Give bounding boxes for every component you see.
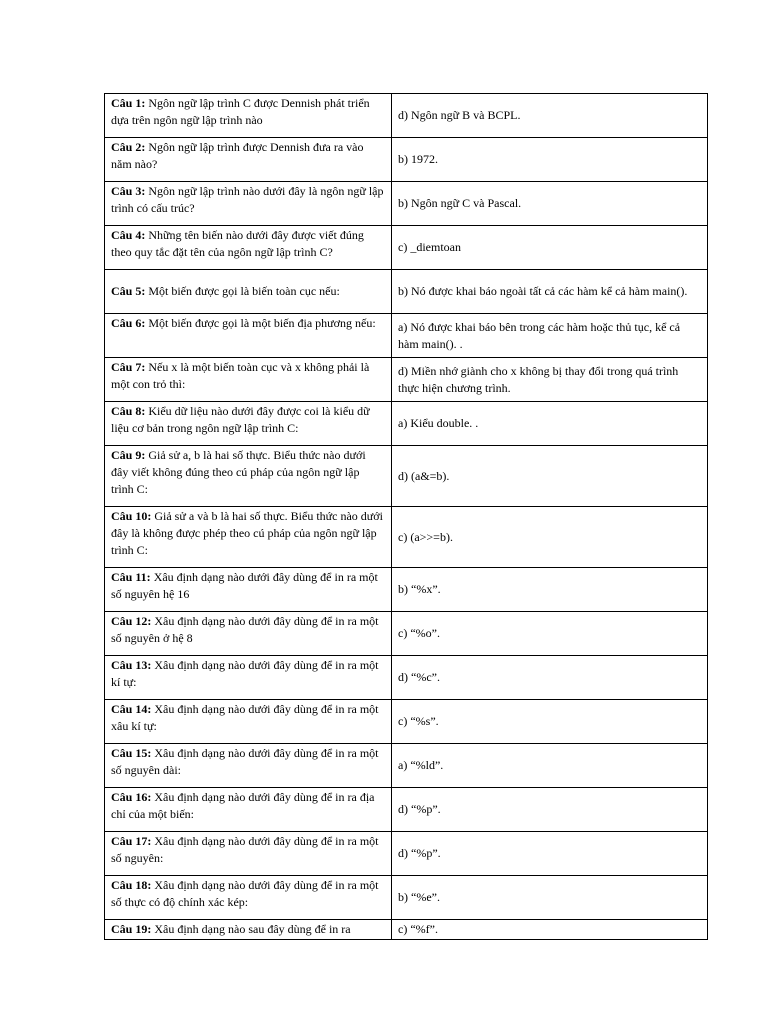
- question-cell: [105, 358, 392, 402]
- question-number: Câu 17:: [111, 834, 152, 848]
- table-row: [105, 700, 708, 744]
- question-cell: [105, 744, 392, 788]
- question-cell: [105, 788, 392, 832]
- question-number: Câu 1:: [111, 96, 146, 110]
- answer-cell: a) Kiểu double. .: [392, 402, 708, 446]
- answer-cell: c) (a>>=b).: [392, 507, 708, 568]
- question-cell: [105, 402, 392, 446]
- question-text: Nếu x là một biến toàn cục và x không phải là một con trỏ thì:: [111, 360, 370, 391]
- answer-cell: d) “%c”.: [392, 656, 708, 700]
- question-cell: [105, 226, 392, 270]
- question-number: Câu 12:: [111, 614, 152, 628]
- question-text: Xâu định dạng nào sau đây dùng để in ra: [151, 922, 351, 936]
- question-cell: [105, 270, 392, 314]
- question-text: Xâu định dạng nào dưới đây dùng để in ra một kí tự:: [111, 658, 379, 689]
- table-row: [105, 788, 708, 832]
- question-cell: [105, 314, 392, 358]
- question-text: Ngôn ngữ lập trình nào dưới đây là ngôn ngữ lập trình có cấu trúc?: [111, 184, 384, 215]
- answer-cell: d) (a&=b).: [392, 446, 708, 507]
- question-text: Một biến được gọi là một biến địa phương nếu:: [145, 316, 376, 330]
- answer-cell: b) 1972.: [392, 138, 708, 182]
- question-number: Câu 8:: [111, 404, 146, 418]
- question-number: Câu 6:: [111, 316, 146, 330]
- table-row: [105, 358, 708, 402]
- question-cell: [105, 138, 392, 182]
- question-number: Câu 18:: [111, 878, 152, 892]
- question-text: Xâu định dạng nào dưới đây dùng để in ra một số nguyên dài:: [111, 746, 379, 777]
- answer-cell: c) “%o”.: [392, 612, 708, 656]
- question-text: Xâu định dạng nào dưới đây dùng để in ra một số thực có độ chính xác kép:: [111, 878, 379, 909]
- question-text: Xâu định dạng nào dưới đây dùng để in ra địa chỉ của một biến:: [111, 790, 375, 821]
- question-number: Câu 19:: [111, 922, 152, 936]
- question-text: Xâu định dạng nào dưới đây dùng để in ra một số nguyên hệ 16: [111, 570, 378, 601]
- answer-cell: a) Nó được khai báo bên trong các hàm hoặc thủ tục, kể cả hàm main(). .: [392, 314, 708, 358]
- question-number: Câu 9:: [111, 448, 146, 462]
- question-text: Ngôn ngữ lập trình được Dennish đưa ra vào năm nào?: [111, 140, 364, 171]
- table-row: [105, 138, 708, 182]
- table-row: [105, 744, 708, 788]
- question-number: Câu 3:: [111, 184, 146, 198]
- question-cell: [105, 94, 392, 138]
- question-number: Câu 7:: [111, 360, 146, 374]
- question-cell: [105, 876, 392, 920]
- answer-cell: d) “%p”.: [392, 788, 708, 832]
- table-row: [105, 920, 708, 940]
- table-row: [105, 94, 708, 138]
- answer-cell: d) Miền nhớ giành cho x không bị thay đổi trong quá trình thực hiện chương trình.: [392, 358, 708, 402]
- question-cell: [105, 507, 392, 568]
- question-cell: [105, 832, 392, 876]
- question-number: Câu 10:: [111, 509, 152, 523]
- answer-cell: b) Nó được khai báo ngoài tất cả các hàm kể cả hàm main().: [392, 270, 708, 314]
- question-cell: [105, 612, 392, 656]
- question-number: Câu 4:: [111, 228, 146, 242]
- question-text: Xâu định dạng nào dưới đây dùng để in ra một xâu kí tự:: [111, 702, 379, 733]
- table-row: [105, 314, 708, 358]
- answer-cell: b) “%x”.: [392, 568, 708, 612]
- question-number: Câu 15:: [111, 746, 152, 760]
- answer-cell: b) Ngôn ngữ C và Pascal.: [392, 182, 708, 226]
- table-row: [105, 226, 708, 270]
- table-row: [105, 832, 708, 876]
- table-row: [105, 182, 708, 226]
- question-number: Câu 14:: [111, 702, 152, 716]
- table-row: [105, 270, 708, 314]
- table-row: [105, 876, 708, 920]
- question-text: Ngôn ngữ lập trình C được Dennish phát triển dựa trên ngôn ngữ lập trình nào: [111, 96, 370, 127]
- answer-cell: a) “%ld”.: [392, 744, 708, 788]
- question-cell: [105, 700, 392, 744]
- answer-cell: b) “%e”.: [392, 876, 708, 920]
- question-cell: [105, 656, 392, 700]
- table-row: [105, 656, 708, 700]
- answer-cell: c) “%s”.: [392, 700, 708, 744]
- answer-cell: d) Ngôn ngữ B và BCPL.: [392, 94, 708, 138]
- table-row: [105, 507, 708, 568]
- question-cell: [105, 446, 392, 507]
- question-cell: [105, 182, 392, 226]
- question-answer-table: [104, 93, 708, 940]
- answer-cell: d) “%p”.: [392, 832, 708, 876]
- question-cell: [105, 568, 392, 612]
- question-text: Giả sử a và b là hai số thực. Biểu thức nào dưới đây là không được phép theo cú pháp của ngôn ngữ lập trình C:: [111, 509, 383, 557]
- question-text: Kiểu dữ liệu nào dưới đây được coi là kiểu dữ liệu cơ bản trong ngôn ngữ lập trình C:: [111, 404, 370, 435]
- question-number: Câu 5:: [111, 284, 146, 298]
- answer-cell: c) _diemtoan: [392, 226, 708, 270]
- table-row: [105, 446, 708, 507]
- question-number: Câu 16:: [111, 790, 152, 804]
- question-cell: [105, 920, 392, 940]
- question-number: Câu 11:: [111, 570, 151, 584]
- question-text: Xâu định dạng nào dưới đây dùng để in ra một số nguyên ở hệ 8: [111, 614, 379, 645]
- question-number: Câu 13:: [111, 658, 152, 672]
- table-row: [105, 612, 708, 656]
- answer-cell: c) “%f”.: [392, 920, 708, 940]
- question-text: Một biến được gọi là biến toàn cục nếu:: [145, 284, 340, 298]
- question-text: Xâu định dạng nào dưới đây dùng để in ra một số nguyên:: [111, 834, 379, 865]
- question-number: Câu 2:: [111, 140, 146, 154]
- table-row: [105, 402, 708, 446]
- question-text: Những tên biến nào dưới đây được viết đúng theo quy tắc đặt tên của ngôn ngữ lập trình C?: [111, 228, 364, 259]
- table-row: [105, 568, 708, 612]
- question-text: Giả sử a, b là hai số thực. Biểu thức nào dưới đây viết không đúng theo cú pháp của ngôn ngữ lập trình C:: [111, 448, 366, 496]
